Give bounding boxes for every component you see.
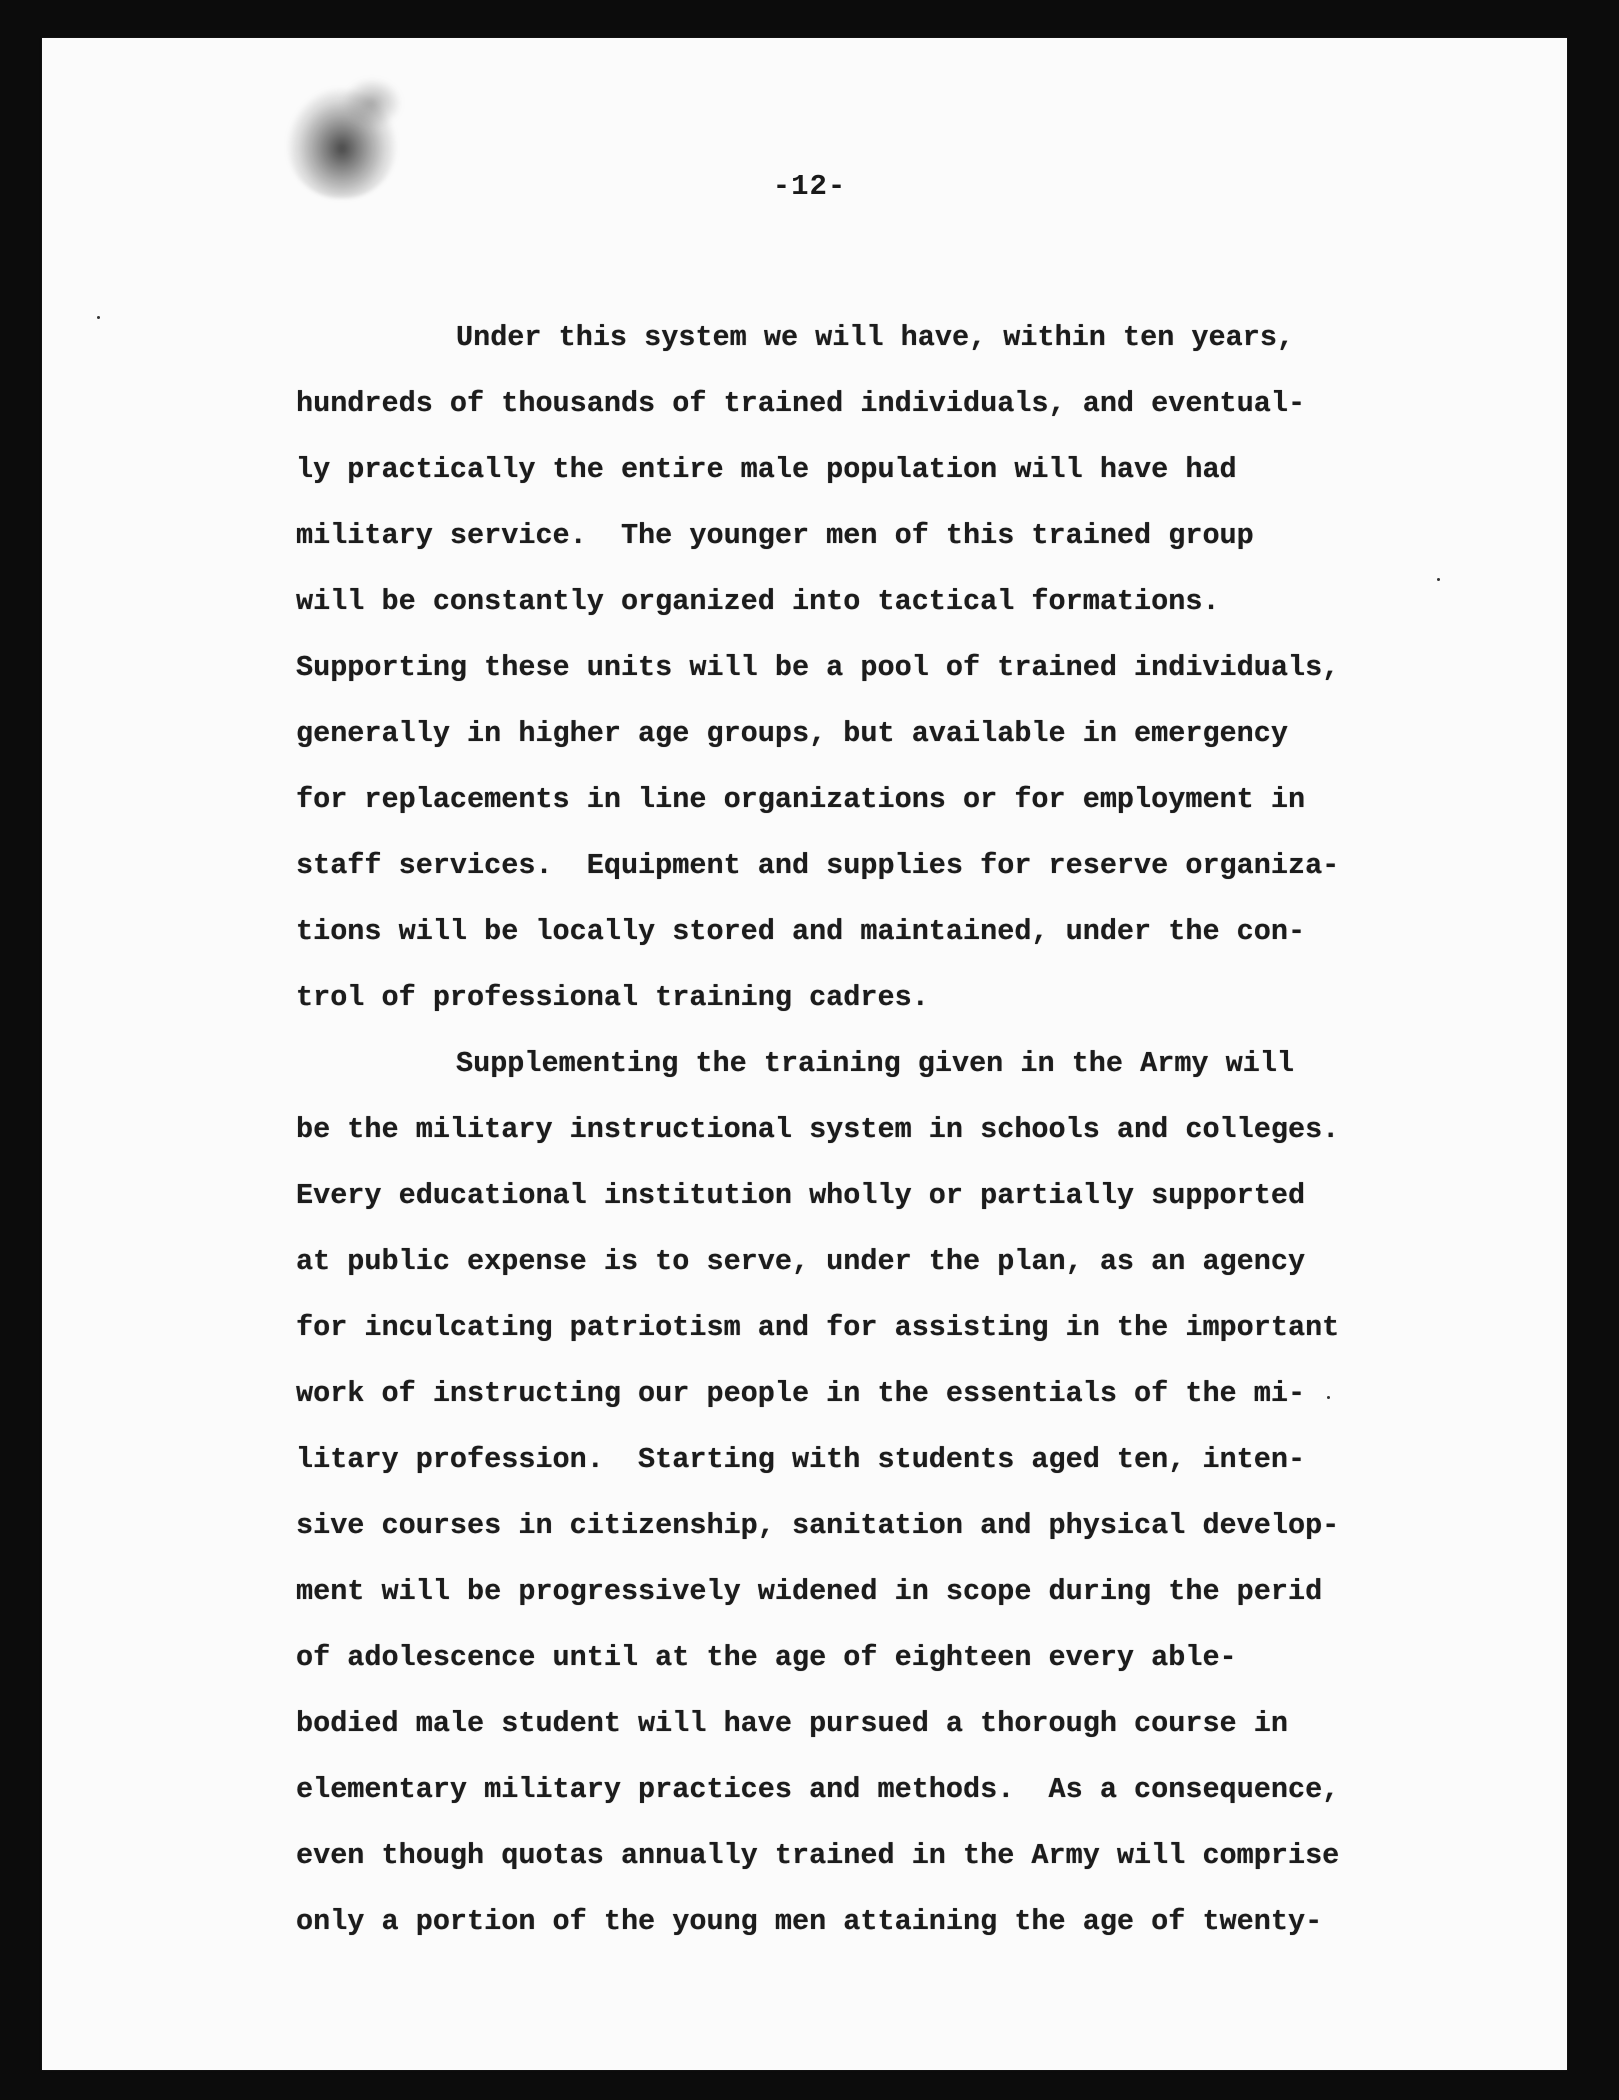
- text-line: hundreds of thousands of trained individuals, and eventual-: [296, 387, 1306, 420]
- text-line: at public expense is to serve, under the plan, as an agency: [296, 1245, 1306, 1278]
- text-line: generally in higher age groups, but available in emergency: [296, 717, 1288, 750]
- text-line: Supplementing the training given in the Army will: [456, 1047, 1295, 1080]
- text-line: work of instructing our people in the essentials of the mi-: [296, 1377, 1306, 1410]
- text-line: staff services. Equipment and supplies for reserve organiza-: [296, 849, 1340, 882]
- text-line: sive courses in citizenship, sanitation and physical develop-: [296, 1509, 1340, 1542]
- text-line: will be constantly organized into tactical formations.: [296, 585, 1220, 618]
- ink-smudge-faint: [342, 78, 402, 128]
- text-line: for inculcating patriotism and for assisting in the important: [296, 1311, 1340, 1344]
- text-line: ment will be progressively widened in scope during the perid: [296, 1575, 1323, 1608]
- text-line: of adolescence until at the age of eighteen every able-: [296, 1641, 1237, 1674]
- text-line: for replacements in line organizations or for employment in: [296, 783, 1306, 816]
- text-line: litary profession. Starting with students aged ten, inten-: [296, 1443, 1306, 1476]
- text-line: tions will be locally stored and maintained, under the con-: [296, 915, 1306, 948]
- text-line: Supporting these units will be a pool of trained individuals,: [296, 651, 1340, 684]
- typed-body-text: [296, 305, 1476, 1955]
- text-line: military service. The younger men of this trained group: [296, 519, 1254, 552]
- page-number: -12-: [772, 170, 847, 203]
- text-line: bodied male student will have pursued a thorough course in: [296, 1707, 1288, 1740]
- text-line: Every educational institution wholly or partially supported: [296, 1179, 1306, 1212]
- text-line: ly practically the entire male population will have had: [296, 453, 1237, 486]
- text-line: only a portion of the young men attaining the age of twenty-: [296, 1905, 1323, 1938]
- text-line: Under this system we will have, within ten years,: [456, 321, 1295, 354]
- paper-speck: [97, 316, 100, 319]
- text-line: be the military instructional system in schools and colleges.: [296, 1113, 1340, 1146]
- text-line: trol of professional training cadres.: [296, 981, 929, 1014]
- text-line: elementary military practices and methods. As a consequence,: [296, 1773, 1340, 1806]
- text-line: even though quotas annually trained in the Army will comprise: [296, 1839, 1340, 1872]
